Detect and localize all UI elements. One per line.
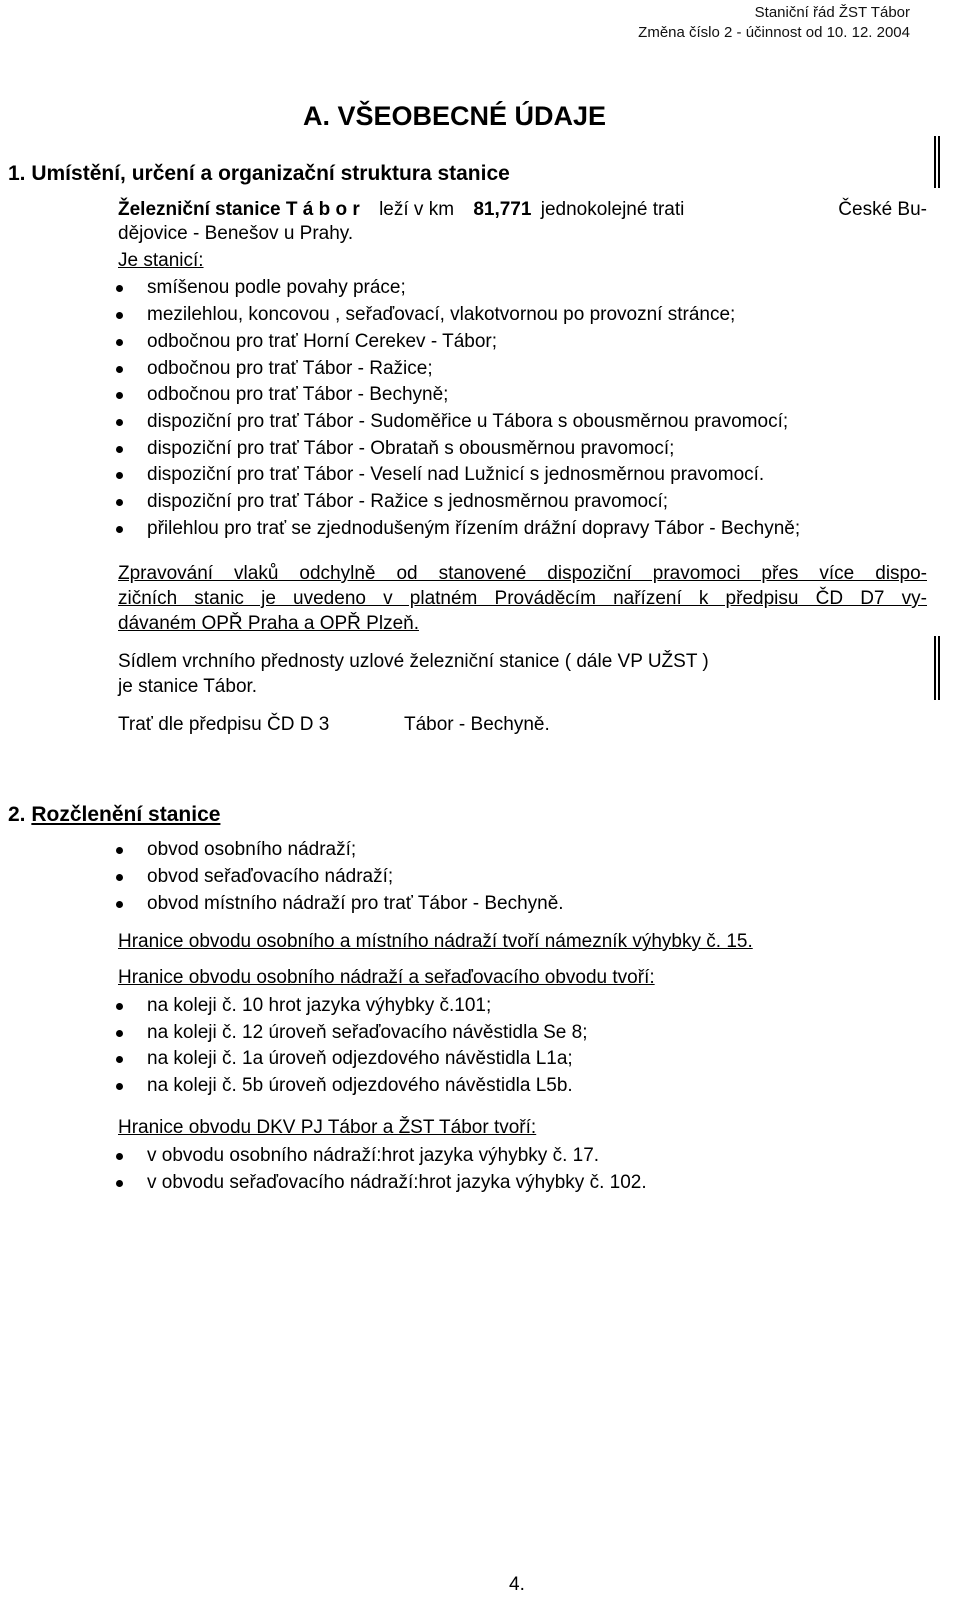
list-item: odbočnou pro trať Tábor - Bechyně; [147,384,449,405]
track-text: jednokolejné trati [540,199,685,220]
bullet-icon [116,472,123,479]
change-bar-1b [938,136,940,188]
bullet-icon [116,446,123,453]
header-line-2: Změna číslo 2 - účinnost od 10. 12. 2004 [638,24,910,41]
bullet-icon [116,847,123,854]
list-item: v obvodu osobního nádraží:hrot jazyka výhybky č. 17. [147,1145,600,1166]
list-item: v obvodu seřaďovacího nádraží:hrot jazyka výhybky č. 102. [147,1172,647,1193]
lies-text: leží v km [379,199,455,220]
bullet-icon [116,1083,123,1090]
hranice-osobni-seradovaci: Hranice obvodu osobního nádraží a seřaďovacího obvodu tvoří: [118,967,655,988]
change-bar-1 [934,136,936,188]
list-item: na koleji č. 12 úroveň seřaďovacího návěstidla Se 8; [147,1022,588,1043]
zpravovani-line-2: zičních stanic je uvedeno v platném Prováděcím nařízení k předpisu ČD D7 vy- [118,588,927,609]
header-line-1: Staniční řád ŽST Tábor [754,4,910,21]
list-item: mezilehlou, koncovou , seřaďovací, vlakotvornou po provozní stránce; [147,304,736,325]
list-item: odbočnou pro trať Horní Cerekev - Tábor; [147,331,498,352]
section-2-heading [8,803,220,827]
list-item: přilehlou pro trať se zjednodušeným řízením drážní dopravy Tábor - Bechyně; [147,518,801,539]
hranice-dkv: Hranice obvodu DKV PJ Tábor a ŽST Tábor tvoří: [118,1117,537,1138]
change-bar-2 [934,636,936,700]
station-intro-continuation: dějovice - Benešov u Prahy. [118,223,354,244]
list-item: dispoziční pro trať Tábor - Sudoměřice u Tábora s obousměrnou pravomocí; [147,411,789,432]
station-name: Železniční stanice T á b o r [118,199,360,220]
list-item: dispoziční pro trať Tábor - Ražice s jednosměrnou pravomocí; [147,491,669,512]
trat-label: Trať dle předpisu ČD D 3 [118,714,330,735]
bullet-icon [116,339,123,346]
sidlem-line-2: je stanice Tábor. [118,676,258,697]
trat-value: Tábor - Bechyně. [404,714,550,735]
bullet-icon [116,526,123,533]
change-bar-2b [938,636,940,700]
bullet-icon [116,901,123,908]
je-stanici-label: Je stanicí: [118,250,204,271]
section-2-title: Rozčlenění stanice [31,803,221,826]
bullet-icon [116,392,123,399]
bullet-icon [116,1056,123,1063]
list-item: obvod místního nádraží pro trať Tábor - Bechyně. [147,893,564,914]
section-1-heading: 1. Umístění, určení a organizační struktura stanice [8,162,510,185]
page-number: 4. [509,1574,525,1595]
page-title: A. VŠEOBECNÉ ÚDAJE [303,101,607,131]
bullet-icon [116,499,123,506]
line-start-text: České Bu- [838,199,927,220]
list-item: obvod osobního nádraží; [147,839,357,860]
zpravovani-line-1: Zpravování vlaků odchylně od stanovené dispoziční pravomoci přes více dispo- [118,563,927,584]
zpravovani-line-3: dávaném OPŘ Praha a OPŘ Plzeň. [118,613,419,634]
bullet-icon [116,1180,123,1187]
station-intro-line [118,199,927,221]
list-item: na koleji č. 10 hrot jazyka výhybky č.101; [147,995,492,1016]
bullet-icon [116,419,123,426]
bullet-icon [116,874,123,881]
bullet-icon [116,312,123,319]
bullet-icon [116,1153,123,1160]
list-item: dispoziční pro trať Tábor - Veselí nad Lužnicí s jednosměrnou pravomocí. [147,464,765,485]
list-item: na koleji č. 1a úroveň odjezdového návěstidla L1a; [147,1048,573,1069]
section-2-number: 2. [8,803,26,826]
sidlem-line-1: Sídlem vrchního přednosty uzlové železniční stanice ( dále VP UŽST ) [118,651,709,672]
list-item: na koleji č. 5b úroveň odjezdového návěstidla L5b. [147,1075,573,1096]
list-item: smíšenou podle povahy práce; [147,277,406,298]
bullet-icon [116,285,123,292]
hranice-osobni-mistni: Hranice obvodu osobního a místního nádraží tvoří námezník výhybky č. 15. [118,931,753,952]
bullet-icon [116,1030,123,1037]
bullet-icon [116,1003,123,1010]
list-item: dispoziční pro trať Tábor - Obrataň s obousměrnou pravomocí; [147,438,675,459]
list-item: obvod seřaďovacího nádraží; [147,866,394,887]
list-item: odbočnou pro trať Tábor - Ražice; [147,358,433,379]
bullet-icon [116,366,123,373]
km-value: 81,771 [473,199,532,220]
